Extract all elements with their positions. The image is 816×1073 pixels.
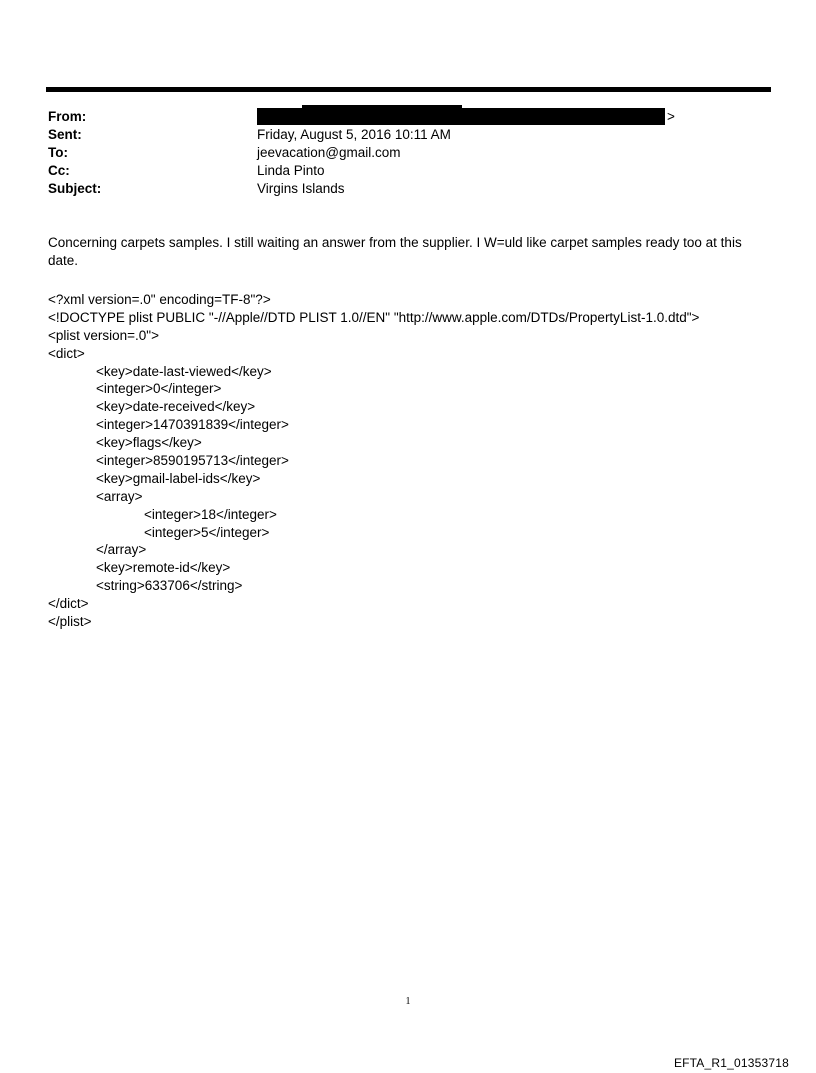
plist-line: <integer>8590195713</integer> bbox=[96, 453, 289, 469]
page-number: 1 bbox=[405, 996, 411, 1007]
header-row-cc bbox=[48, 162, 768, 180]
email-body bbox=[48, 234, 758, 270]
header-row-subject bbox=[48, 180, 768, 198]
email-header bbox=[48, 108, 768, 198]
plist-line: <key>flags</key> bbox=[96, 435, 202, 451]
plist-line: <integer>1470391839</integer> bbox=[96, 417, 289, 433]
plist-line: <integer>18</integer> bbox=[144, 506, 277, 522]
plist-line: <key>date-last-viewed</key> bbox=[96, 363, 272, 379]
document-id: EFTA_R1_01353718 bbox=[673, 1056, 789, 1070]
plist-line: <integer>0</integer> bbox=[96, 381, 222, 397]
redaction-bar-top bbox=[302, 105, 462, 109]
plist-line: <!DOCTYPE plist PUBLIC "-//Apple//DTD PLIST 1.0//EN" "http://www.apple.com/DTDs/PropertyList-1.0.dtd"> bbox=[48, 309, 700, 325]
to-label: To: bbox=[48, 145, 68, 160]
from-label: From: bbox=[48, 109, 87, 124]
cc-value: Linda Pinto bbox=[257, 163, 325, 178]
plist-line: <plist version=.0"> bbox=[48, 327, 159, 343]
plist-line: <key>gmail-label-ids</key> bbox=[96, 470, 261, 486]
plist-line: <array> bbox=[96, 488, 143, 504]
sent-value: Friday, August 5, 2016 10:11 AM bbox=[257, 127, 451, 142]
subject-value: Virgins Islands bbox=[257, 181, 345, 196]
plist-line: <?xml version=.0" encoding=TF-8"?> bbox=[48, 292, 271, 307]
from-value-suffix: > bbox=[667, 109, 675, 124]
body-line: Concerning carpets samples. I still waiting an answer from the supplier. I W=uld like carpet samples ready too at this bbox=[48, 235, 742, 250]
plist-line: <key>date-received</key> bbox=[96, 399, 256, 415]
plist-line: </dict> bbox=[48, 596, 89, 612]
sent-label: Sent: bbox=[48, 127, 82, 142]
redaction-bar bbox=[257, 108, 665, 125]
header-row-sent bbox=[48, 126, 768, 144]
plist-line: <key>remote-id</key> bbox=[96, 560, 231, 576]
plist-line: <string>633706</string> bbox=[96, 578, 243, 594]
header-divider bbox=[46, 87, 771, 92]
to-value: jeevacation@gmail.com bbox=[257, 145, 401, 160]
header-row-to bbox=[48, 144, 768, 162]
plist-block bbox=[48, 291, 768, 631]
plist-line: <integer>5</integer> bbox=[144, 524, 270, 540]
plist-line: </array> bbox=[96, 542, 147, 558]
cc-label: Cc: bbox=[48, 163, 70, 178]
header-row-from bbox=[48, 108, 768, 126]
subject-label: Subject: bbox=[48, 181, 102, 196]
plist-line: </plist> bbox=[48, 614, 92, 630]
body-line: date. bbox=[48, 253, 79, 268]
plist-line: <dict> bbox=[48, 345, 85, 361]
